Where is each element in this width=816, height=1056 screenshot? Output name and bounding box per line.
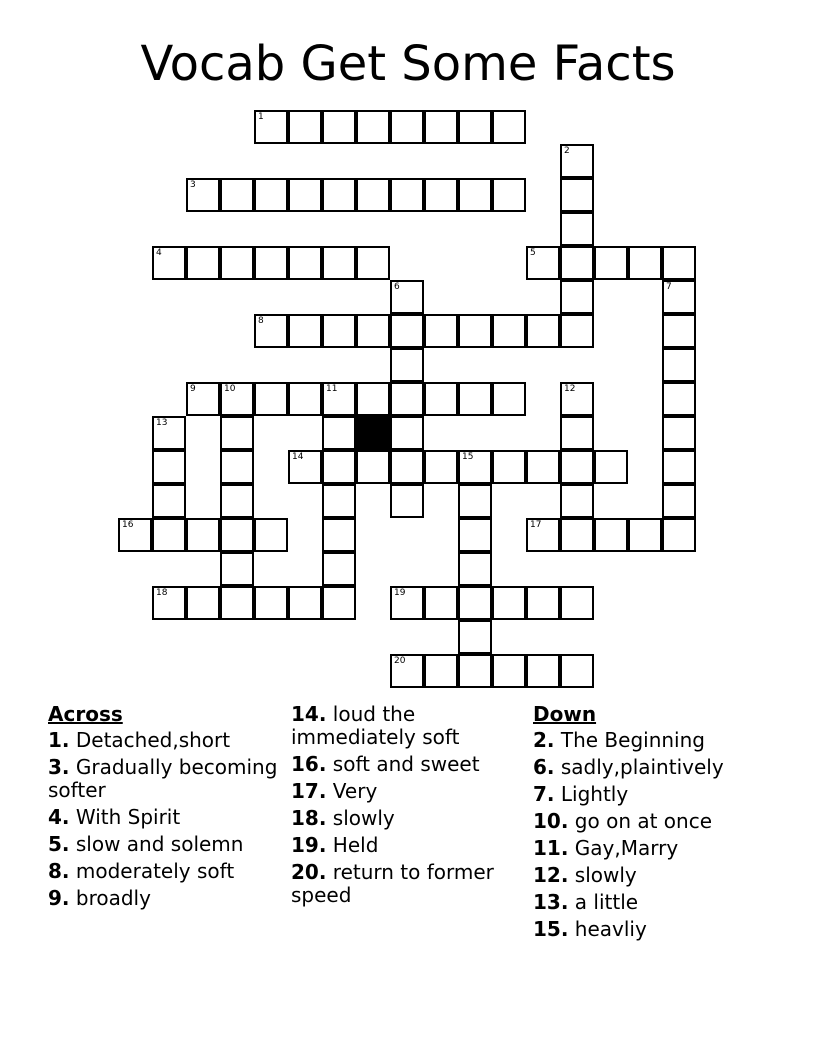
grid-cell[interactable] — [560, 314, 594, 348]
clue-text: moderately soft — [69, 859, 235, 883]
across-clue — [291, 703, 526, 749]
grid-cell[interactable] — [560, 178, 594, 212]
across-clue — [48, 729, 283, 752]
grid-cell[interactable] — [458, 178, 492, 212]
clue-number-label: 19. — [291, 833, 327, 857]
grid-cell[interactable] — [560, 382, 594, 416]
clue-number: 4 — [156, 248, 162, 258]
grid-cell[interactable] — [424, 586, 458, 620]
grid-cell[interactable] — [458, 620, 492, 654]
clue-number: 10 — [224, 384, 236, 394]
across-clues — [48, 703, 283, 914]
grid-cell[interactable] — [390, 178, 424, 212]
grid-cell[interactable] — [628, 246, 662, 280]
grid-cell[interactable] — [390, 314, 424, 348]
black-square — [356, 416, 390, 450]
clue-number: 18 — [156, 588, 168, 598]
across-clues-continued — [291, 703, 526, 911]
clue-number-label: 11. — [533, 836, 569, 860]
grid-cell[interactable] — [152, 518, 186, 552]
grid-cell[interactable] — [458, 450, 492, 484]
clue-number-label: 8. — [48, 859, 70, 883]
across-clue — [291, 834, 526, 857]
down-clue — [533, 783, 793, 806]
clue-number: 12 — [564, 384, 576, 394]
grid-cell[interactable] — [492, 314, 526, 348]
grid-cell[interactable] — [560, 246, 594, 280]
grid-cell[interactable] — [356, 314, 390, 348]
grid-cell[interactable] — [288, 110, 322, 144]
clue-text: Very — [326, 779, 378, 803]
grid-cell[interactable] — [356, 450, 390, 484]
across-clue — [48, 860, 283, 883]
clue-text: sadly,plaintively — [554, 755, 724, 779]
grid-cell[interactable] — [322, 518, 356, 552]
clue-number-label: 4. — [48, 805, 70, 829]
grid-cell[interactable] — [492, 450, 526, 484]
down-clue — [533, 837, 793, 860]
grid-cell[interactable] — [390, 484, 424, 518]
clue-number: 7 — [666, 282, 672, 292]
grid-cell[interactable] — [526, 450, 560, 484]
clue-number: 1 — [258, 112, 264, 122]
grid-cell[interactable] — [662, 484, 696, 518]
grid-cell[interactable] — [492, 178, 526, 212]
across-clue — [48, 833, 283, 856]
grid-cell[interactable] — [288, 450, 322, 484]
grid-cell[interactable] — [220, 246, 254, 280]
clue-text: Held — [326, 833, 379, 857]
grid-cell[interactable] — [322, 484, 356, 518]
clue-text: The Beginning — [554, 728, 705, 752]
grid-cell[interactable] — [186, 382, 220, 416]
clue-text: soft and sweet — [326, 752, 480, 776]
down-clue — [533, 891, 793, 914]
clue-text: a little — [568, 890, 639, 914]
grid-cell[interactable] — [662, 280, 696, 314]
grid-cell[interactable] — [220, 382, 254, 416]
across-clue — [48, 756, 283, 802]
grid-cell[interactable] — [560, 212, 594, 246]
grid-cell[interactable] — [288, 314, 322, 348]
grid-cell[interactable] — [560, 518, 594, 552]
grid-cell[interactable] — [458, 518, 492, 552]
grid-cell[interactable] — [152, 450, 186, 484]
down-clue — [533, 756, 793, 779]
clue-number: 3 — [190, 180, 196, 190]
grid-cell[interactable] — [254, 382, 288, 416]
grid-cell[interactable] — [560, 280, 594, 314]
grid-cell[interactable] — [220, 552, 254, 586]
grid-cell[interactable] — [322, 552, 356, 586]
grid-cell[interactable] — [662, 518, 696, 552]
grid-cell[interactable] — [220, 416, 254, 450]
grid-cell[interactable] — [390, 382, 424, 416]
down-heading: Down — [533, 702, 597, 726]
grid-cell[interactable] — [594, 246, 628, 280]
grid-cell[interactable] — [220, 518, 254, 552]
clue-number-label: 5. — [48, 832, 70, 856]
grid-cell[interactable] — [424, 450, 458, 484]
grid-cell[interactable] — [458, 110, 492, 144]
grid-cell[interactable] — [424, 654, 458, 688]
grid-cell[interactable] — [186, 518, 220, 552]
grid-cell[interactable] — [526, 314, 560, 348]
grid-cell[interactable] — [458, 314, 492, 348]
grid-cell[interactable] — [526, 654, 560, 688]
grid-cell[interactable] — [560, 144, 594, 178]
grid-cell[interactable] — [152, 484, 186, 518]
grid-cell[interactable] — [254, 178, 288, 212]
down-clue — [533, 864, 793, 887]
grid-cell[interactable] — [152, 246, 186, 280]
grid-cell[interactable] — [390, 654, 424, 688]
clue-number-label: 20. — [291, 860, 327, 884]
clue-number-label: 15. — [533, 917, 569, 941]
clue-number: 15 — [462, 452, 474, 462]
across-clue — [291, 807, 526, 830]
grid-cell[interactable] — [322, 178, 356, 212]
clue-text: Gradually becoming softer — [48, 755, 278, 802]
clue-text: slowly — [326, 806, 395, 830]
grid-cell[interactable] — [152, 416, 186, 450]
grid-cell[interactable] — [458, 484, 492, 518]
clue-text: broadly — [69, 886, 151, 910]
clue-number-label: 2. — [533, 728, 555, 752]
grid-cell[interactable] — [594, 450, 628, 484]
grid-cell[interactable] — [526, 586, 560, 620]
grid-cell[interactable] — [424, 110, 458, 144]
grid-cell[interactable] — [526, 246, 560, 280]
grid-cell[interactable] — [356, 110, 390, 144]
clue-text: heavliy — [568, 917, 647, 941]
grid-cell[interactable] — [220, 586, 254, 620]
grid-cell[interactable] — [288, 178, 322, 212]
grid-cell[interactable] — [254, 314, 288, 348]
grid-cell[interactable] — [458, 586, 492, 620]
grid-cell[interactable] — [322, 382, 356, 416]
grid-cell[interactable] — [220, 484, 254, 518]
clue-number-label: 7. — [533, 782, 555, 806]
grid-cell[interactable] — [662, 382, 696, 416]
grid-cell[interactable] — [186, 246, 220, 280]
grid-cell[interactable] — [220, 178, 254, 212]
grid-cell[interactable] — [526, 518, 560, 552]
across-clue — [48, 806, 283, 829]
across-clue — [291, 861, 526, 907]
grid-cell[interactable] — [288, 382, 322, 416]
grid-cell[interactable] — [492, 110, 526, 144]
clue-number: 9 — [190, 384, 196, 394]
grid-cell[interactable] — [458, 382, 492, 416]
clue-number-label: 12. — [533, 863, 569, 887]
grid-cell[interactable] — [254, 518, 288, 552]
across-heading: Across — [48, 702, 123, 726]
clue-number-label: 13. — [533, 890, 569, 914]
down-clue — [533, 810, 793, 833]
grid-cell[interactable] — [254, 246, 288, 280]
grid-cell[interactable] — [322, 416, 356, 450]
grid-cell[interactable] — [492, 654, 526, 688]
clue-number-label: 1. — [48, 728, 70, 752]
grid-cell[interactable] — [560, 416, 594, 450]
grid-cell[interactable] — [186, 178, 220, 212]
grid-cell[interactable] — [390, 110, 424, 144]
grid-cell[interactable] — [390, 280, 424, 314]
clue-number: 5 — [530, 248, 536, 258]
across-clue — [48, 887, 283, 910]
clue-number-label: 16. — [291, 752, 327, 776]
down-clue — [533, 918, 793, 941]
grid-cell[interactable] — [662, 450, 696, 484]
grid-cell[interactable] — [152, 586, 186, 620]
grid-cell[interactable] — [322, 586, 356, 620]
clue-number: 14 — [292, 452, 304, 462]
grid-cell[interactable] — [322, 246, 356, 280]
clue-text: loud the immediately soft — [291, 702, 460, 749]
grid-cell[interactable] — [118, 518, 152, 552]
clue-number-label: 6. — [533, 755, 555, 779]
clue-number: 16 — [122, 520, 134, 530]
grid-cell[interactable] — [356, 246, 390, 280]
grid-cell[interactable] — [458, 552, 492, 586]
clue-number-label: 18. — [291, 806, 327, 830]
grid-cell[interactable] — [492, 382, 526, 416]
grid-cell[interactable] — [662, 314, 696, 348]
clue-text: slow and solemn — [69, 832, 244, 856]
grid-cell[interactable] — [560, 586, 594, 620]
clue-text: return to former speed — [291, 860, 494, 907]
down-clues — [533, 703, 793, 945]
grid-cell[interactable] — [390, 450, 424, 484]
grid-cell[interactable] — [186, 586, 220, 620]
clue-number: 20 — [394, 656, 406, 666]
grid-cell[interactable] — [322, 450, 356, 484]
across-clue — [291, 753, 526, 776]
across-clue — [291, 780, 526, 803]
grid-cell[interactable] — [560, 654, 594, 688]
clue-number: 19 — [394, 588, 406, 598]
grid-cell[interactable] — [356, 178, 390, 212]
grid-cell[interactable] — [356, 382, 390, 416]
grid-cell[interactable] — [560, 450, 594, 484]
clue-number-label: 14. — [291, 702, 327, 726]
grid-cell[interactable] — [254, 110, 288, 144]
clue-number: 11 — [326, 384, 338, 394]
clue-number: 2 — [564, 146, 570, 156]
grid-cell[interactable] — [322, 110, 356, 144]
grid-cell[interactable] — [424, 314, 458, 348]
grid-cell[interactable] — [390, 348, 424, 382]
grid-cell[interactable] — [560, 484, 594, 518]
grid-cell[interactable] — [288, 586, 322, 620]
grid-cell[interactable] — [288, 246, 322, 280]
down-clue — [533, 729, 793, 752]
clue-number-label: 10. — [533, 809, 569, 833]
grid-cell[interactable] — [662, 246, 696, 280]
grid-cell[interactable] — [220, 450, 254, 484]
grid-cell[interactable] — [424, 382, 458, 416]
grid-cell[interactable] — [390, 416, 424, 450]
clue-number-label: 17. — [291, 779, 327, 803]
grid-cell[interactable] — [322, 314, 356, 348]
grid-cell[interactable] — [458, 654, 492, 688]
clue-text: Lightly — [554, 782, 629, 806]
clue-number-label: 9. — [48, 886, 70, 910]
grid-cell[interactable] — [594, 518, 628, 552]
clue-number: 8 — [258, 316, 264, 326]
grid-cell[interactable] — [254, 586, 288, 620]
grid-cell[interactable] — [662, 348, 696, 382]
grid-cell[interactable] — [662, 416, 696, 450]
grid-cell[interactable] — [492, 586, 526, 620]
clue-text: Detached,short — [69, 728, 231, 752]
grid-cell[interactable] — [628, 518, 662, 552]
clue-text: With Spirit — [69, 805, 181, 829]
clue-text: Gay,Marry — [568, 836, 679, 860]
clue-number-label: 3. — [48, 755, 70, 779]
grid-cell[interactable] — [424, 178, 458, 212]
clue-text: go on at once — [568, 809, 713, 833]
clue-number: 6 — [394, 282, 400, 292]
grid-cell[interactable] — [390, 586, 424, 620]
clue-text: slowly — [568, 863, 637, 887]
clue-number: 17 — [530, 520, 542, 530]
puzzle-title: Vocab Get Some Facts — [140, 36, 676, 92]
clue-number: 13 — [156, 418, 168, 428]
